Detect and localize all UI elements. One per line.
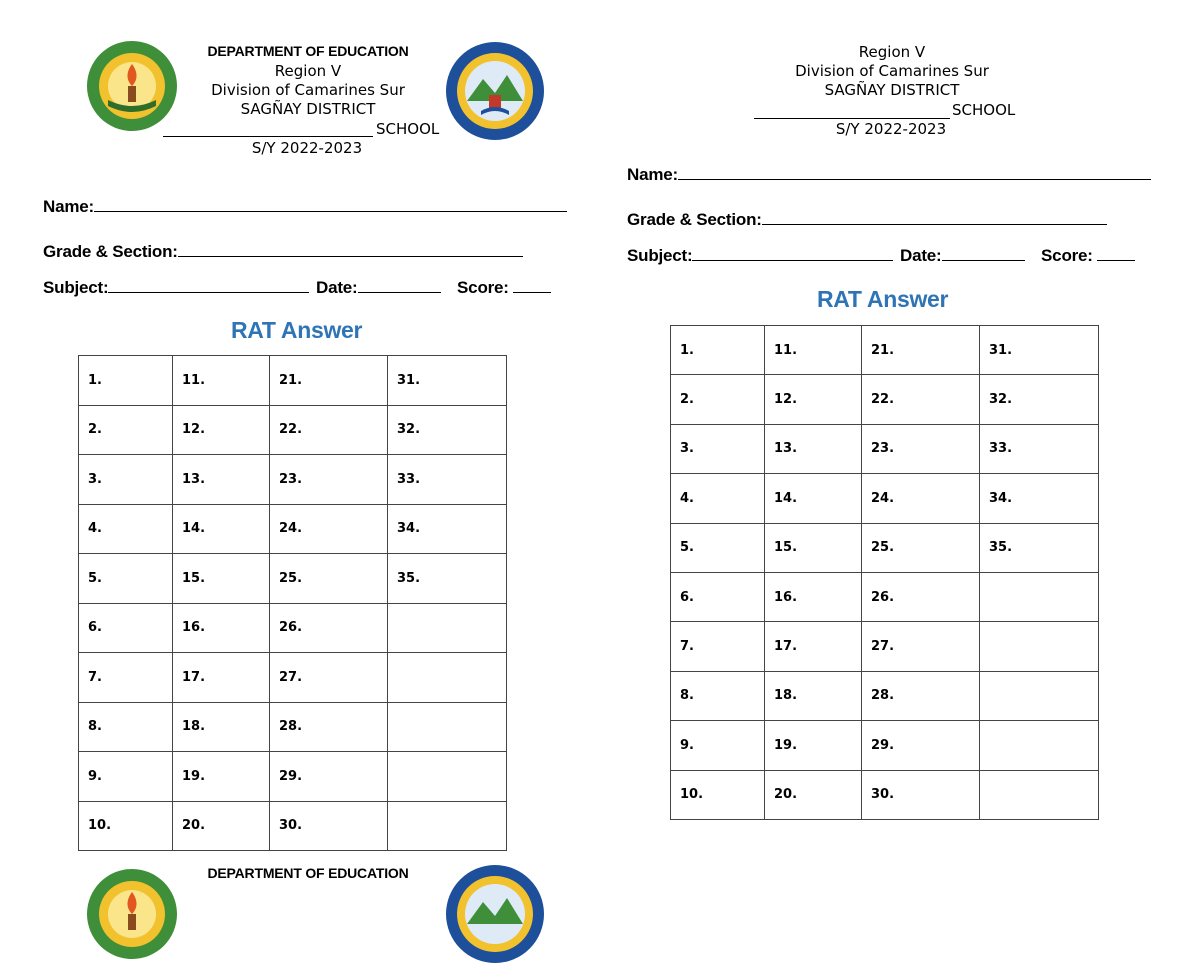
answer-cell[interactable]: 15. [173, 554, 270, 604]
answer-cell[interactable]: 19. [173, 752, 270, 802]
grid-row [79, 405, 507, 455]
grid-row [671, 671, 1099, 720]
answer-cell[interactable]: 17. [173, 653, 270, 703]
name-field[interactable] [627, 164, 1151, 185]
sagnay-district-seal-icon [445, 41, 545, 141]
school-label: SCHOOL [376, 120, 440, 138]
answer-grid [78, 355, 507, 851]
answer-cell[interactable]: 11. [765, 326, 862, 375]
name-label: Name: [627, 165, 678, 184]
answer-cell[interactable]: 22. [270, 405, 388, 455]
score-field[interactable] [513, 277, 551, 293]
answer-cell[interactable]: 2. [79, 405, 173, 455]
answer-cell[interactable]: 29. [270, 752, 388, 802]
grid-row [671, 770, 1099, 819]
grid-row [79, 504, 507, 554]
region-line: Region V [274, 62, 342, 80]
answer-cell[interactable]: 31. [980, 326, 1099, 375]
subject-field[interactable] [108, 277, 309, 293]
answer-cell[interactable]: 6. [671, 572, 765, 621]
grid-row [671, 326, 1099, 375]
answer-cell[interactable]: 28. [270, 702, 388, 752]
division-office-seal-icon [86, 40, 178, 132]
school-label: SCHOOL [952, 101, 1016, 119]
department-heading: DEPARTMENT OF EDUCATION [207, 865, 409, 881]
answer-cell[interactable]: 1. [671, 326, 765, 375]
school-year: S/Y 2022-2023 [835, 120, 947, 138]
division-office-seal-icon [86, 868, 178, 960]
answer-cell[interactable] [980, 721, 1099, 770]
subject-field[interactable] [692, 245, 893, 261]
answer-cell[interactable]: 29. [862, 721, 980, 770]
grid-row [671, 375, 1099, 424]
grid-row [79, 356, 507, 406]
answer-cell[interactable]: 11. [173, 356, 270, 406]
division-line: Division of Camarines Sur [795, 62, 989, 80]
grade-section-label: Grade & Section: [627, 210, 762, 229]
answer-cell[interactable]: 32. [388, 405, 507, 455]
region-line: Region V [858, 43, 926, 61]
answer-cell[interactable]: 20. [765, 770, 862, 819]
answer-cell[interactable]: 6. [79, 603, 173, 653]
date-label: Date: [900, 246, 942, 265]
answer-cell[interactable]: 18. [173, 702, 270, 752]
answer-cell[interactable]: 13. [765, 424, 862, 473]
answer-cell[interactable]: 16. [173, 603, 270, 653]
answer-cell[interactable]: 35. [388, 554, 507, 604]
answer-cell[interactable]: 35. [980, 523, 1099, 572]
subject-label: Subject: [43, 278, 109, 297]
answer-cell[interactable]: 7. [79, 653, 173, 703]
subject-date-score-row [43, 277, 551, 298]
answer-cell[interactable] [388, 603, 507, 653]
district-line: SAGÑAY DISTRICT [240, 100, 376, 118]
answer-grid [670, 325, 1099, 820]
answer-cell[interactable]: 10. [79, 801, 173, 851]
date-field[interactable] [358, 277, 441, 293]
answer-cell[interactable]: 26. [270, 603, 388, 653]
answer-cell[interactable]: 20. [173, 801, 270, 851]
answer-cell[interactable]: 5. [671, 523, 765, 572]
answer-cell[interactable]: 7. [671, 622, 765, 671]
answer-cell[interactable]: 34. [980, 474, 1099, 523]
grid-row [79, 752, 507, 802]
answer-cell[interactable]: 27. [270, 653, 388, 703]
answer-cell[interactable]: 32. [980, 375, 1099, 424]
answer-cell[interactable]: 25. [862, 523, 980, 572]
answer-cell[interactable]: 24. [862, 474, 980, 523]
answer-cell[interactable]: 24. [270, 504, 388, 554]
answer-cell[interactable]: 12. [765, 375, 862, 424]
answer-cell[interactable]: 5. [79, 554, 173, 604]
answer-cell[interactable]: 9. [671, 721, 765, 770]
answer-cell[interactable]: 9. [79, 752, 173, 802]
division-line: Division of Camarines Sur [211, 81, 405, 99]
grid-row [671, 424, 1099, 473]
grade-section-label: Grade & Section: [43, 242, 178, 261]
date-label: Date: [316, 278, 358, 297]
rat-answer-title: RAT Answer [817, 286, 949, 312]
answer-cell[interactable]: 23. [270, 455, 388, 505]
district-line: SAGÑAY DISTRICT [824, 81, 960, 99]
answer-cell[interactable]: 8. [671, 671, 765, 720]
answer-cell[interactable]: 3. [671, 424, 765, 473]
answer-cell[interactable]: 21. [270, 356, 388, 406]
answer-cell[interactable] [388, 702, 507, 752]
answer-cell[interactable]: 30. [270, 801, 388, 851]
school-blank-line [754, 118, 950, 119]
grid-row [671, 523, 1099, 572]
answer-cell[interactable]: 33. [388, 455, 507, 505]
rat-answer-title: RAT Answer [231, 317, 363, 343]
answer-cell[interactable]: 33. [980, 424, 1099, 473]
score-label: Score: [457, 278, 509, 297]
grid-row [671, 721, 1099, 770]
answer-cell[interactable]: 4. [671, 474, 765, 523]
answer-cell[interactable]: 2. [671, 375, 765, 424]
answer-cell[interactable] [980, 770, 1099, 819]
school-year: S/Y 2022-2023 [251, 139, 363, 157]
answer-cell[interactable]: 12. [173, 405, 270, 455]
answer-cell[interactable]: 31. [388, 356, 507, 406]
grid-row [79, 801, 507, 851]
name-field[interactable] [43, 196, 567, 217]
answer-cell[interactable] [980, 622, 1099, 671]
answer-cell[interactable]: 16. [765, 572, 862, 621]
grid-row [671, 572, 1099, 621]
answer-cell[interactable]: 28. [862, 671, 980, 720]
answer-cell[interactable]: 13. [173, 455, 270, 505]
answer-cell[interactable]: 26. [862, 572, 980, 621]
subject-date-score-row [627, 245, 1135, 266]
answer-cell[interactable]: 18. [765, 671, 862, 720]
answer-cell[interactable]: 1. [79, 356, 173, 406]
answer-cell[interactable] [388, 801, 507, 851]
date-field[interactable] [942, 245, 1025, 261]
answer-cell[interactable]: 17. [765, 622, 862, 671]
score-field[interactable] [1097, 245, 1135, 261]
answer-cell[interactable]: 30. [862, 770, 980, 819]
answer-cell[interactable]: 10. [671, 770, 765, 819]
answer-cell[interactable]: 22. [862, 375, 980, 424]
school-blank-line [163, 136, 373, 137]
grid-row [671, 622, 1099, 671]
department-heading: DEPARTMENT OF EDUCATION [207, 43, 409, 59]
answer-cell[interactable]: 14. [173, 504, 270, 554]
answer-cell[interactable]: 27. [862, 622, 980, 671]
grid-row [79, 603, 507, 653]
grade-section-field[interactable] [627, 209, 1107, 230]
grid-row [79, 653, 507, 703]
answer-cell[interactable]: 19. [765, 721, 862, 770]
answer-cell[interactable]: 4. [79, 504, 173, 554]
grid-row [79, 554, 507, 604]
answer-cell[interactable]: 14. [765, 474, 862, 523]
subject-label: Subject: [627, 246, 693, 265]
answer-cell[interactable]: 3. [79, 455, 173, 505]
answer-cell[interactable]: 15. [765, 523, 862, 572]
grid-row [79, 702, 507, 752]
answer-cell[interactable] [980, 572, 1099, 621]
sagnay-district-seal-icon [445, 864, 545, 964]
answer-cell[interactable] [388, 752, 507, 802]
grid-row [671, 474, 1099, 523]
answer-cell[interactable]: 23. [862, 424, 980, 473]
answer-cell[interactable] [388, 653, 507, 703]
grid-row [79, 455, 507, 505]
answer-cell[interactable]: 8. [79, 702, 173, 752]
name-label: Name: [43, 197, 94, 216]
answer-cell[interactable]: 34. [388, 504, 507, 554]
answer-cell[interactable]: 25. [270, 554, 388, 604]
grade-section-field[interactable] [43, 241, 523, 262]
answer-cell[interactable] [980, 671, 1099, 720]
score-label: Score: [1041, 246, 1093, 265]
answer-cell[interactable]: 21. [862, 326, 980, 375]
